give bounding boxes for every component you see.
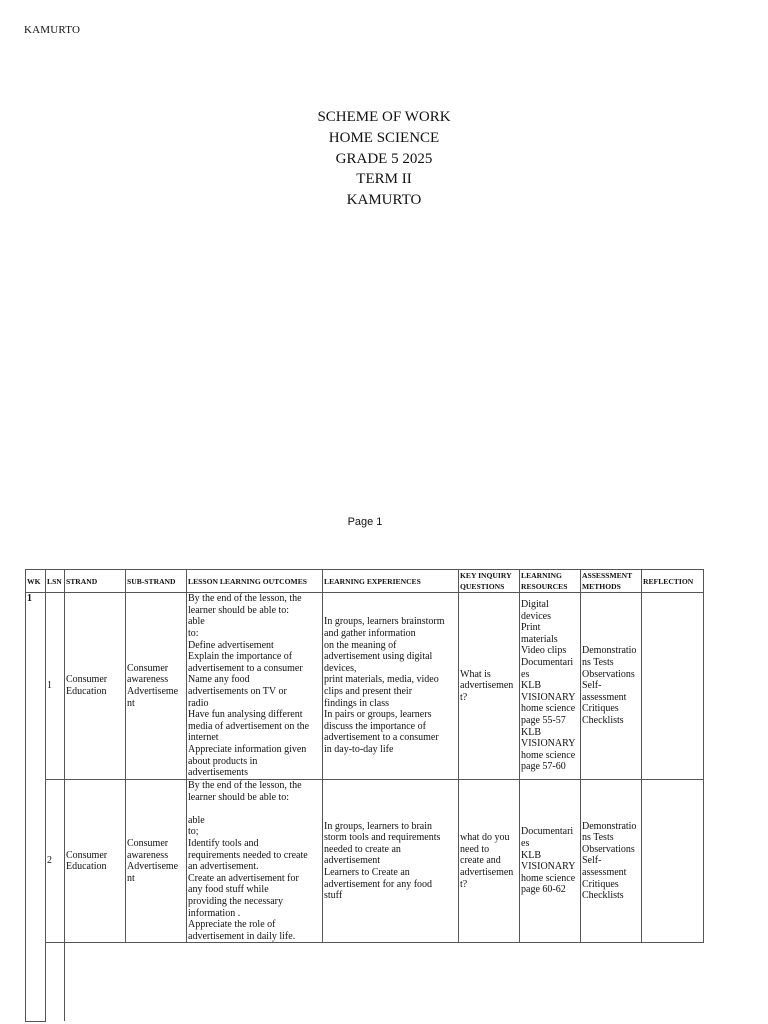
cell-line: es [521, 837, 530, 849]
outcomes-cell [187, 593, 323, 780]
cell-line: nt [127, 697, 135, 709]
cell-line: stuff [324, 890, 343, 902]
cell-line: t? [460, 691, 468, 703]
cell-line: awareness [127, 849, 169, 861]
cell-line: providing the necessary [188, 895, 283, 907]
cell-line: materials [521, 633, 558, 645]
experiences-cell [323, 593, 459, 780]
inquiry-cell [459, 780, 520, 943]
cell-line: assessment [582, 866, 627, 878]
table-header-row [26, 570, 704, 593]
cell-line: Print [521, 622, 541, 634]
cell-line: on the meaning of [324, 639, 397, 651]
cell-line: KLB [521, 849, 541, 861]
cell-line: In groups, learners to brain [324, 820, 433, 832]
col-header-experiences: LEARNING EXPERIENCES [323, 570, 459, 593]
cell-line: Self- [582, 855, 602, 867]
table-row-continuation [26, 943, 704, 1022]
page-number: Page 1 [347, 516, 383, 528]
cell-line: VISIONARY [521, 691, 576, 703]
cell-line: es [521, 668, 530, 680]
cell-line: Consumer [127, 837, 169, 849]
cell-line: In pairs or groups, learners [324, 709, 432, 721]
cell-line: nt [127, 872, 135, 884]
reflection-cell [642, 780, 704, 943]
cell-line: to: [188, 628, 199, 640]
cell-line: in day-to-day life [324, 743, 394, 755]
cell-line: Video clips [521, 645, 567, 657]
substrand-cell [126, 780, 187, 943]
cell-line: media of advertisement on the [188, 720, 310, 732]
cell-line: KLB [521, 726, 541, 738]
cell-line: What is [460, 668, 491, 680]
empty-space [65, 943, 704, 1022]
cell-line: Critiques [582, 703, 619, 715]
week-cell: 1 [26, 593, 46, 1022]
resources-cell [520, 780, 581, 943]
resources-cell [520, 593, 581, 780]
cell-line: advertisement to a consumer [324, 732, 439, 744]
strand-cell [65, 593, 126, 780]
cell-line: print materials, media, video [324, 674, 439, 686]
cell-line: assessment [582, 691, 627, 703]
cell-line: discuss the importance of [324, 720, 426, 732]
cell-line: advertisements on TV or [188, 686, 287, 697]
col-header-resources: LEARNING RESOURCES [520, 570, 581, 593]
cell-line: page 57-60 [521, 761, 566, 773]
lesson-cell-empty [46, 943, 65, 1022]
col-header-strand: STRAND [65, 570, 126, 593]
cell-line: Self- [582, 680, 602, 692]
cell-line: page 60-62 [521, 884, 566, 896]
scheme-table [25, 569, 704, 1022]
cell-line: able [188, 616, 205, 628]
cell-line: Learners to Create an [324, 866, 410, 878]
cell-line: Consumer [66, 674, 108, 686]
substrand-cell [126, 593, 187, 780]
cell-line: Appreciate information given [188, 743, 307, 755]
cell-line: Advertiseme [127, 861, 179, 873]
assessment-cell [581, 780, 642, 943]
cell-line: KLB [521, 680, 541, 692]
header-label: KAMURTO [24, 24, 81, 36]
cell-line: advertisement [324, 855, 381, 867]
cell-line: internet [188, 732, 219, 744]
cell-line: devices, [324, 662, 357, 674]
cell-line: needed to create an [324, 843, 401, 855]
title-line: GRADE 5 2025 [335, 150, 433, 167]
cell-line: VISIONARY [521, 738, 576, 750]
cell-line: Consumer [66, 849, 108, 861]
cell-line: Identify tools and [188, 837, 259, 849]
cell-line: Name any food [188, 674, 250, 686]
cell-line: Checklists [582, 890, 624, 902]
cell-line: Consumer [127, 662, 169, 674]
cell-line: Explain the importance of [188, 651, 293, 663]
cell-line: VISIONARY [521, 861, 576, 873]
cell-line: Have fun analysing different [188, 709, 303, 721]
cell-line: information . [188, 907, 241, 919]
document-title [0, 107, 768, 211]
cell-line: Digital [521, 599, 549, 611]
cell-line: Demonstratio [582, 645, 637, 657]
title-line: HOME SCIENCE [328, 129, 440, 146]
cell-line: findings in class [324, 697, 389, 709]
cell-line: requirements needed to create [188, 849, 308, 861]
cell-line: advertisement using digital [324, 651, 433, 663]
table-row [26, 780, 704, 943]
cell-line: advertisemen [460, 680, 514, 692]
cell-line: to; [188, 826, 199, 838]
col-header-substrand: SUB-STRAND [126, 570, 187, 593]
cell-line: Advertiseme [127, 686, 179, 697]
col-header-outcomes: LESSON LEARNING OUTCOMES [187, 570, 323, 593]
experiences-cell [323, 780, 459, 943]
assessment-cell [581, 593, 642, 780]
cell-line: Observations [582, 843, 635, 855]
title-line: SCHEME OF WORK [317, 109, 451, 125]
cell-line: advertisement in daily life. [188, 930, 296, 942]
cell-line: storm tools and requirements [324, 832, 441, 844]
title-line: TERM II [356, 171, 412, 188]
cell-line: advertisement to a consumer [188, 662, 303, 674]
cell-line: page 55-57 [521, 714, 566, 726]
col-header-reflection: REFLECTION [642, 570, 704, 593]
cell-line: advertisements [188, 767, 248, 779]
cell-line: what do you [460, 832, 510, 844]
cell-line: create and [460, 855, 501, 867]
cell-line: any food stuff while [188, 884, 269, 896]
cell-line: Documentari [521, 657, 574, 669]
cell-line: t? [460, 878, 468, 890]
cell-line: By the end of the lesson, the [188, 593, 302, 605]
cell-line: devices [521, 610, 551, 622]
cell-line: an advertisement. [188, 861, 259, 873]
cell-line: Checklists [582, 714, 624, 726]
cell-line: Demonstratio [582, 820, 637, 832]
col-header-lsn: LSN [46, 570, 65, 593]
cell-line: By the end of the lesson, the [188, 780, 302, 791]
lesson-cell: 2 [46, 780, 65, 943]
cell-line: ns Tests [582, 832, 614, 844]
lesson-cell: 1 [46, 593, 65, 780]
col-header-wk: WK [26, 570, 46, 593]
cell-line: Documentari [521, 826, 574, 838]
cell-line: need to [460, 843, 490, 855]
cell-line [188, 803, 321, 815]
strand-cell [65, 780, 126, 943]
cell-line: Observations [582, 668, 635, 680]
table-row [26, 593, 704, 780]
cell-line: home science [521, 872, 576, 884]
cell-line: learner should be able to: [188, 604, 290, 616]
cell-line: and gather information [324, 628, 416, 640]
reflection-cell [642, 593, 704, 780]
cell-line: clips and present their [324, 686, 413, 697]
cell-line: able [188, 814, 205, 826]
outcomes-cell [187, 780, 323, 943]
cell-line: Appreciate the role of [188, 919, 276, 931]
cell-line: Create an advertisement for [188, 872, 299, 884]
cell-line: learner should be able to: [188, 791, 290, 803]
cell-line: about products in [188, 755, 258, 767]
col-header-assessment: ASSESSMENT METHODS [581, 570, 642, 593]
cell-line: home science [521, 749, 576, 761]
cell-line: Education [66, 861, 107, 873]
title-line: KAMURTO [346, 192, 422, 209]
cell-line: home science [521, 703, 576, 715]
cell-line: ns Tests [582, 657, 614, 669]
cell-line: In groups, learners brainstorm [324, 616, 445, 628]
cell-line: awareness [127, 674, 169, 686]
cell-line: Define advertisement [188, 639, 274, 651]
cell-line: advertisemen [460, 866, 514, 878]
inquiry-cell [459, 593, 520, 780]
cell-line: radio [188, 697, 209, 709]
cell-line: advertisement for any food [324, 878, 433, 890]
col-header-inquiry: KEY INQUIRY QUESTIONS [459, 570, 520, 593]
cell-line: Education [66, 686, 107, 697]
cell-line: Critiques [582, 878, 619, 890]
